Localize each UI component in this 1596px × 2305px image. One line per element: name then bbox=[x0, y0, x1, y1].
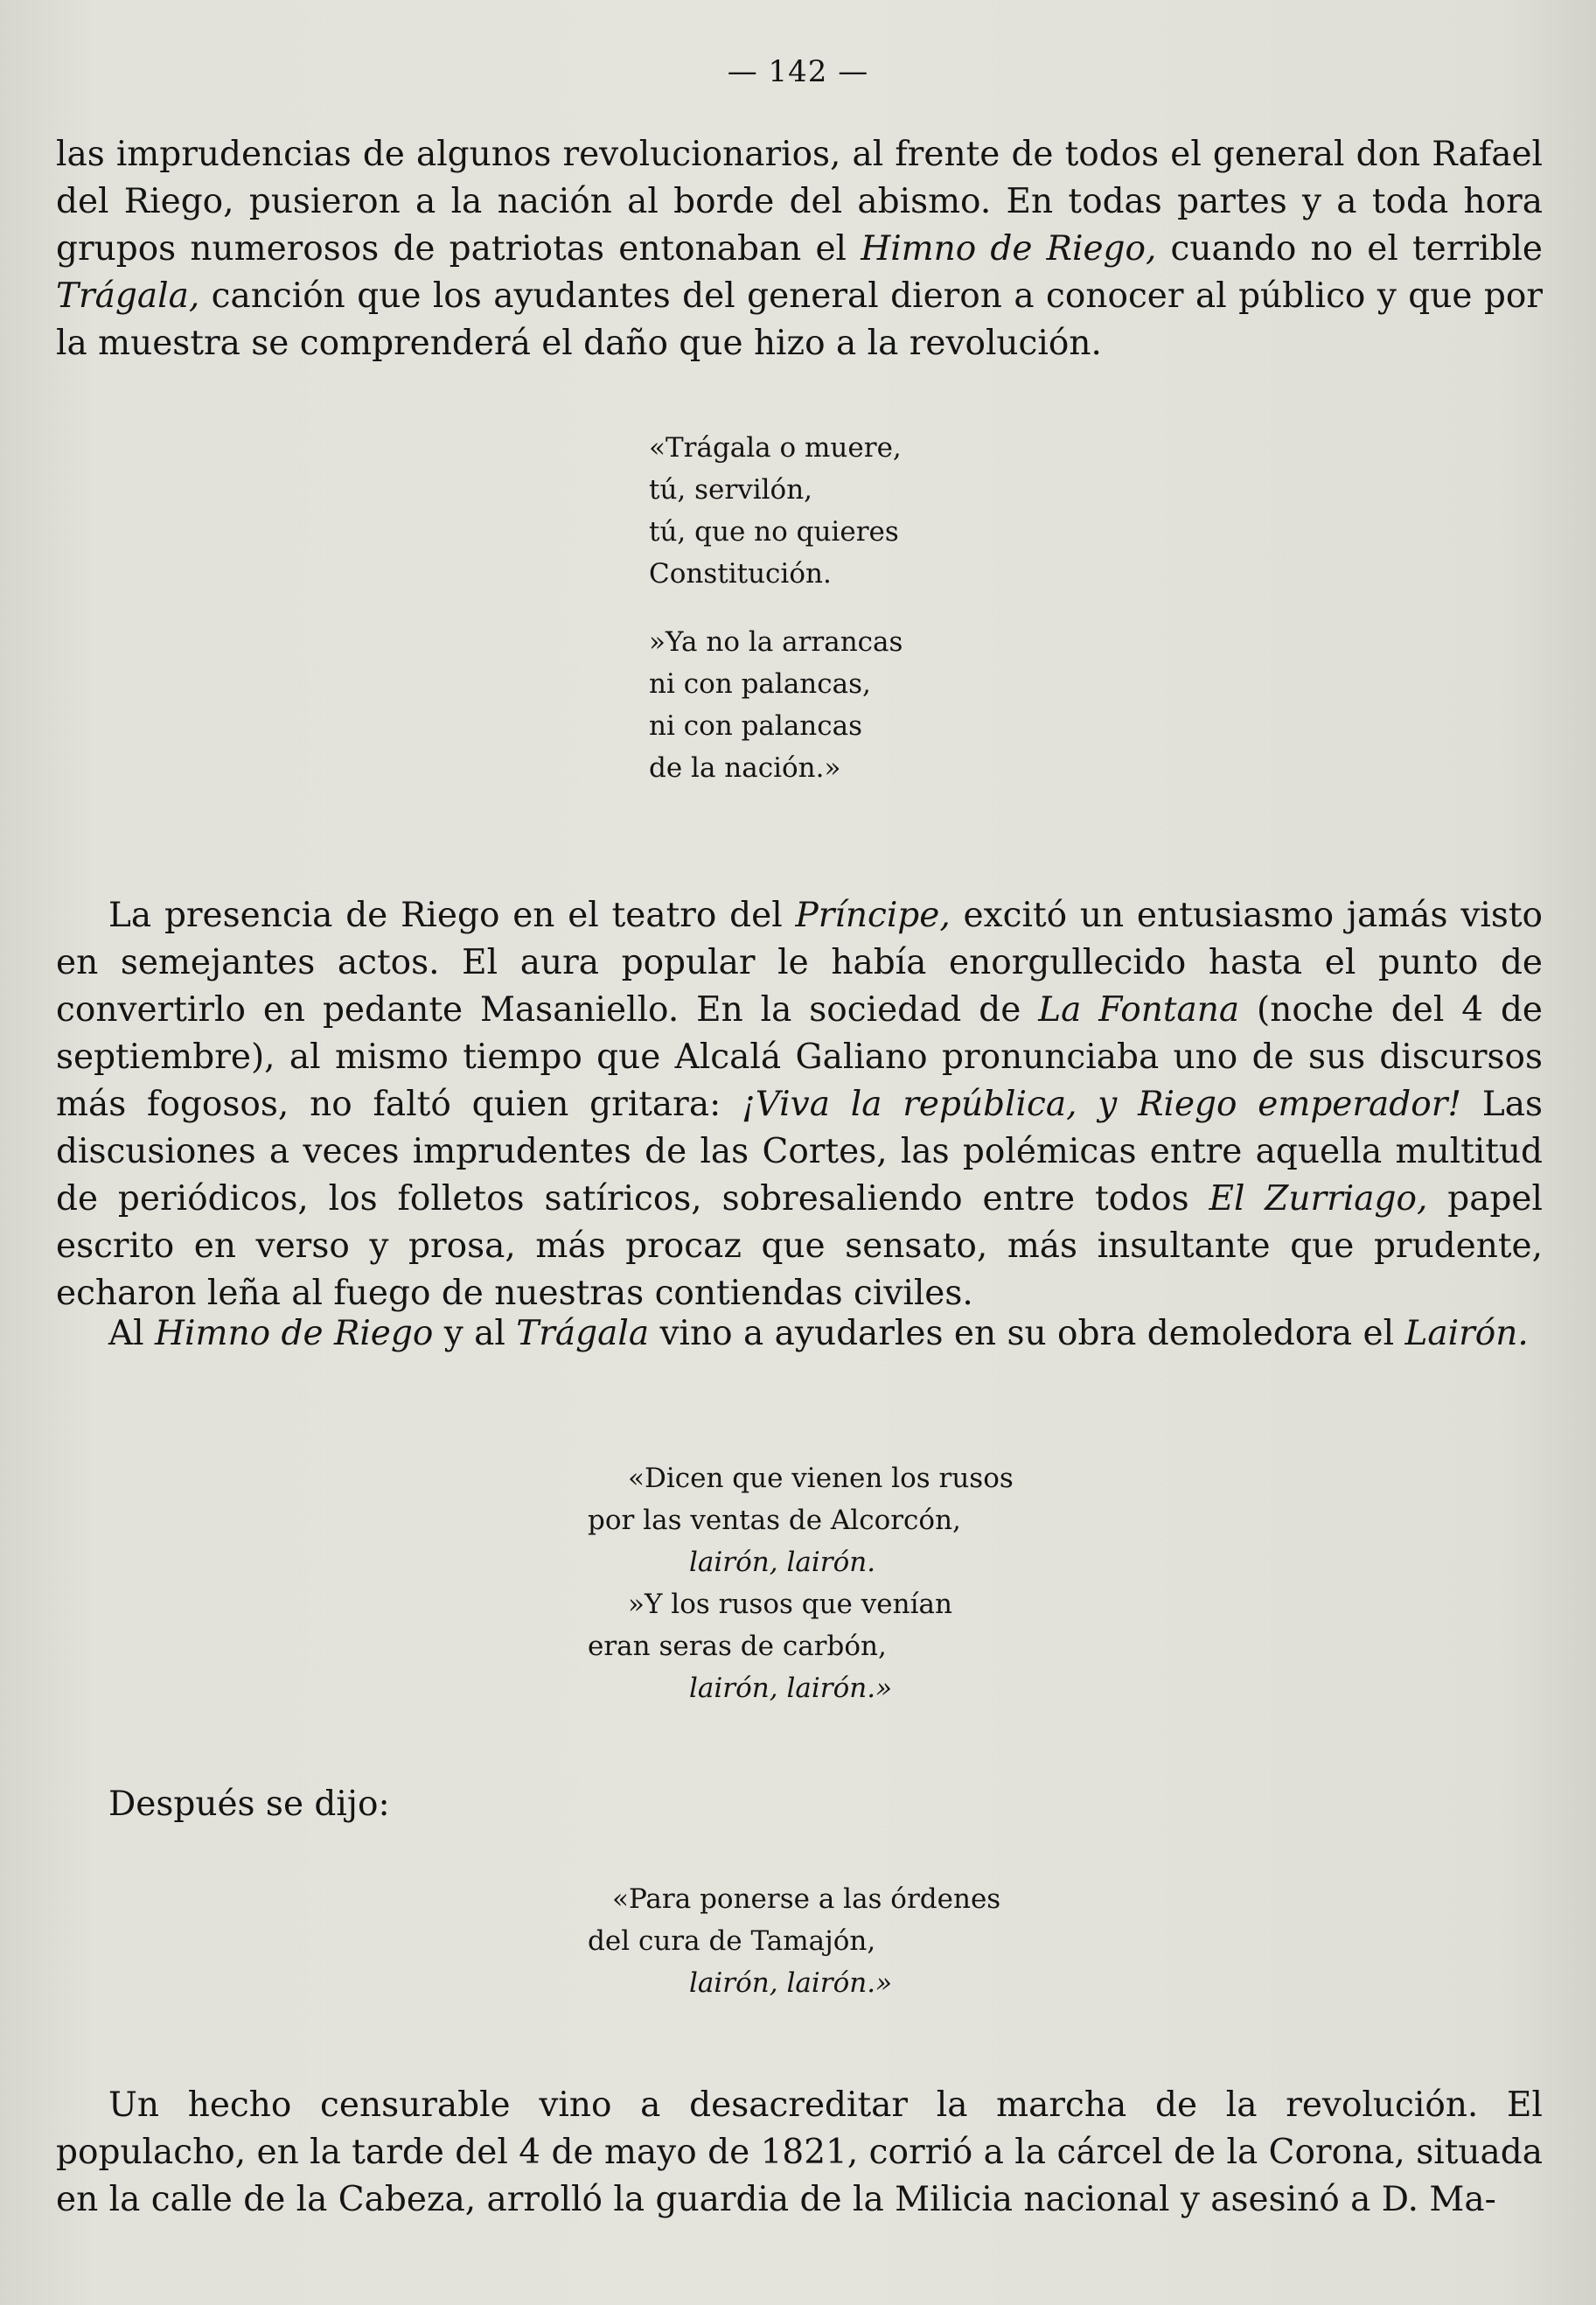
para2-text-4: Las discusiones a veces imprudentes de las Cortes, las polémicas entre aquella multitud de periódicos, los folletos satíricos, sobresaliendo entre todos bbox=[56, 1085, 1544, 1219]
verse-line: del cura de Tamajón, bbox=[588, 1925, 876, 1957]
para3-italic-3: Lairón. bbox=[1404, 1314, 1529, 1353]
verse-line: ni con palancas bbox=[649, 710, 863, 742]
verse-line: eran seras de carbón, bbox=[588, 1631, 887, 1662]
verse-line: «Trágala o muere, bbox=[649, 432, 902, 464]
para2-text-2: excitó un entusiasmo jamás visto en semejantes actos. El aura popular le había enorgullecido hasta el punto de convertirlo en pedante Masaniello. En la sociedad de bbox=[56, 896, 1543, 1030]
verse-line: por las ventas de Alcorcón, bbox=[588, 1505, 961, 1536]
verse-tragala bbox=[649, 427, 903, 789]
verse-line: ni con palancas, bbox=[649, 668, 871, 700]
para1-italic-1: Himno de Riego, bbox=[861, 229, 1157, 269]
verse-line: «Dicen que vienen los rusos bbox=[628, 1463, 1014, 1494]
para3-text-3: vino a ayudarles en su obra demoledora el bbox=[649, 1314, 1405, 1353]
para3-italic-1: Himno de Riego bbox=[155, 1314, 434, 1353]
para2-text-5: papel escrito en verso y prosa, más procaz que sensato, más insultante que prudente, echaron leña al fuego de nuestras contiendas civiles. bbox=[56, 1179, 1543, 1313]
para3-italic-2: Trágala bbox=[516, 1314, 650, 1353]
para1-text-2: cuando no el terrible bbox=[1156, 229, 1544, 269]
para2-italic-3: ¡Viva la república, y Riego emperador! bbox=[742, 1085, 1462, 1124]
verse-lairon-1 bbox=[588, 1457, 1014, 1709]
para2-text-1: La presencia de Riego en el teatro del bbox=[108, 896, 796, 935]
verse-line: de la nación.» bbox=[649, 752, 841, 784]
paragraph-5: Un hecho censurable vino a desacreditar la marcha de la revolución. El populacho, en la tarde del 4 de mayo de 1821, corrió a la cárcel de la Corona, situada en la calle de la Cabeza, arrolló la guardia de la Milicia nacional y asesinó a D. Ma- bbox=[56, 2085, 1543, 2219]
verse-line-refrain: lairón, lairón.» bbox=[689, 1967, 893, 1999]
para2-italic-1: Príncipe, bbox=[795, 896, 951, 935]
para2-italic-2: La Fontana bbox=[1038, 990, 1240, 1030]
verse-lairon-2 bbox=[588, 1878, 1000, 2004]
paragraph-3 bbox=[56, 1310, 1543, 1358]
paragraph-2 bbox=[56, 892, 1543, 1317]
verse-line: »Y los rusos que venían bbox=[628, 1589, 952, 1620]
paragraph-1 bbox=[56, 131, 1543, 367]
para2-italic-4: El Zurriago, bbox=[1209, 1179, 1428, 1219]
verse-line: «Para ponerse a las órdenes bbox=[612, 1883, 1001, 1915]
verse-line: tú, servilón, bbox=[649, 474, 813, 506]
para3-text-2: y al bbox=[433, 1314, 517, 1353]
page-number: — 142 — bbox=[727, 54, 869, 89]
para1-text-3: canción que los ayudantes del general dieron a conocer al público y que por la muestra se comprenderá el daño que hizo a la revolución. bbox=[56, 276, 1543, 363]
verse-line: tú, que no quieres bbox=[649, 516, 899, 548]
para1-italic-2: Trágala, bbox=[56, 276, 200, 316]
para3-text-1: Al bbox=[108, 1314, 156, 1353]
verse-line-refrain: lairón, lairón. bbox=[689, 1547, 876, 1578]
verse-line: »Ya no la arrancas bbox=[649, 626, 903, 658]
verse-line-refrain: lairón, lairón.» bbox=[689, 1673, 893, 1704]
para1-text-1: las imprudencias de algunos revolucionarios, al frente de todos el general don Rafael del Riego, pusieron a la nación al borde del abismo. En todas partes y a toda hora grupos numerosos de patriotas entonaban el bbox=[56, 135, 1543, 269]
paragraph-4: Después se dijo: bbox=[108, 1785, 390, 1824]
verse-line: Constitución. bbox=[649, 558, 832, 590]
para2-text-3: (noche del 4 de septiembre), al mismo tiempo que Alcalá Galiano pronunciaba uno de sus discursos más fogosos, no faltó quien gritara: bbox=[56, 990, 1543, 1124]
